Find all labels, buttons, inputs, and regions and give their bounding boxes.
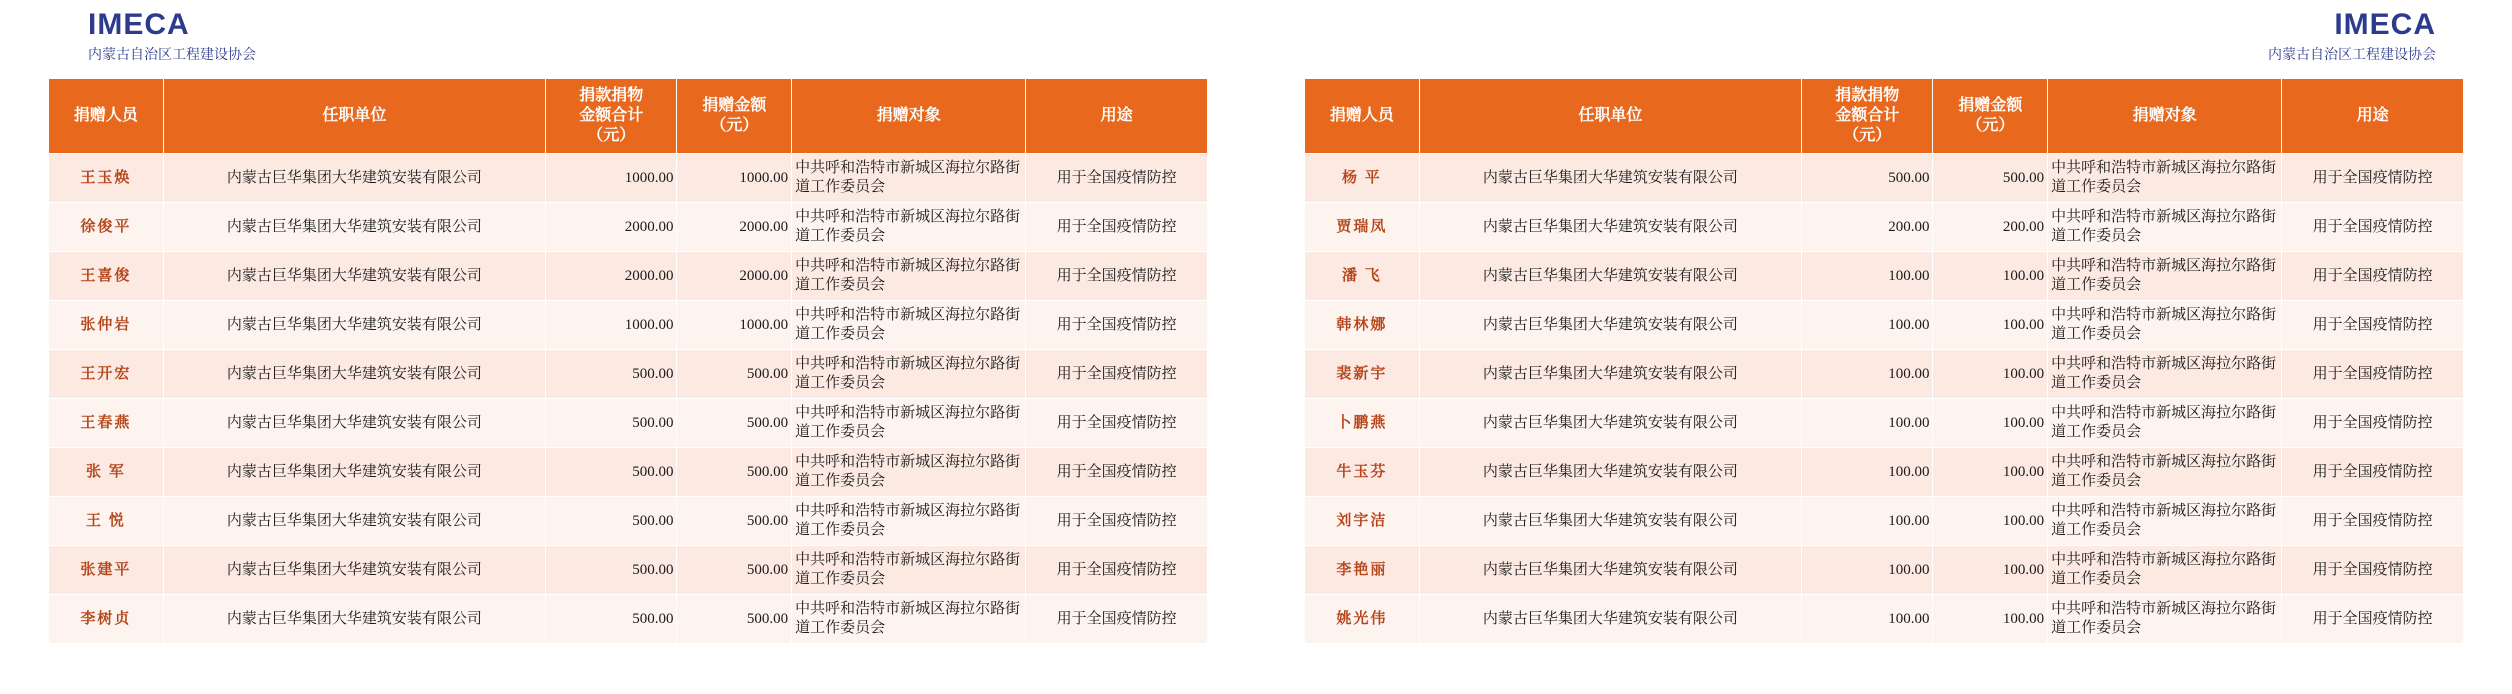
table-row: [1305, 350, 2464, 399]
cell-recipient: 中共呼和浩特市新城区海拉尔路街道工作委员会: [2048, 203, 2282, 252]
cell-donor: 姚光伟: [1305, 595, 1420, 644]
cell-amount: 100.00: [1933, 546, 2048, 595]
table-row: [1305, 497, 2464, 546]
cell-donor: 王喜俊: [49, 252, 164, 301]
column-header-amount: [677, 79, 792, 154]
cell-purpose: 用于全国疫情防控: [1026, 448, 1208, 497]
cell-total: 1000.00: [546, 301, 677, 350]
column-header-total-line3: （元）: [587, 127, 636, 144]
brand-block-right: [1304, 0, 2464, 64]
column-header-total: [1802, 79, 1933, 154]
cell-donor: 裴新宇: [1305, 350, 1420, 399]
column-header-amount-line2: （元）: [710, 117, 759, 134]
cell-amount: 100.00: [1933, 497, 2048, 546]
cell-donor: 徐俊平: [49, 203, 164, 252]
cell-purpose: 用于全国疫情防控: [1026, 301, 1208, 350]
cell-organization: 内蒙古巨华集团大华建筑安装有限公司: [163, 154, 545, 203]
cell-recipient: 中共呼和浩特市新城区海拉尔路街道工作委员会: [792, 399, 1026, 448]
cell-donor: 卜鹏燕: [1305, 399, 1420, 448]
cell-recipient: 中共呼和浩特市新城区海拉尔路街道工作委员会: [792, 203, 1026, 252]
cell-amount: 100.00: [1933, 350, 2048, 399]
cell-amount: 500.00: [677, 497, 792, 546]
cell-amount: 500.00: [677, 350, 792, 399]
cell-organization: 内蒙古巨华集团大华建筑安装有限公司: [163, 252, 545, 301]
cell-total: 2000.00: [546, 203, 677, 252]
cell-recipient: 中共呼和浩特市新城区海拉尔路街道工作委员会: [792, 448, 1026, 497]
cell-donor: 李艳丽: [1305, 546, 1420, 595]
table-row: [1305, 399, 2464, 448]
cell-donor: 刘宇洁: [1305, 497, 1420, 546]
cell-organization: 内蒙古巨华集团大华建筑安装有限公司: [163, 399, 545, 448]
cell-organization: 内蒙古巨华集团大华建筑安装有限公司: [1419, 203, 1801, 252]
cell-amount: 100.00: [1933, 595, 2048, 644]
cell-recipient: 中共呼和浩特市新城区海拉尔路街道工作委员会: [2048, 154, 2282, 203]
column-header-total-line1: 捐款捐物: [579, 87, 644, 104]
cell-organization: 内蒙古巨华集团大华建筑安装有限公司: [1419, 301, 1801, 350]
cell-donor: 杨 平: [1305, 154, 1420, 203]
cell-total: 100.00: [1802, 595, 1933, 644]
cell-total: 1000.00: [546, 154, 677, 203]
cell-total: 100.00: [1802, 399, 1933, 448]
column-header-donor: 捐赠人员: [1305, 79, 1420, 154]
cell-donor: 韩林娜: [1305, 301, 1420, 350]
cell-recipient: 中共呼和浩特市新城区海拉尔路街道工作委员会: [792, 546, 1026, 595]
donation-table-right: [1304, 78, 2464, 644]
cell-organization: 内蒙古巨华集团大华建筑安装有限公司: [1419, 595, 1801, 644]
cell-total: 2000.00: [546, 252, 677, 301]
cell-purpose: 用于全国疫情防控: [1026, 350, 1208, 399]
cell-donor: 张 军: [49, 448, 164, 497]
cell-total: 500.00: [546, 546, 677, 595]
cell-recipient: 中共呼和浩特市新城区海拉尔路街道工作委员会: [2048, 350, 2282, 399]
column-header-recipient: 捐赠对象: [792, 79, 1026, 154]
brand-subtitle: 内蒙古自治区工程建设协会: [2268, 46, 2436, 62]
cell-amount: 500.00: [677, 399, 792, 448]
cell-organization: 内蒙古巨华集团大华建筑安装有限公司: [1419, 399, 1801, 448]
cell-amount: 2000.00: [677, 252, 792, 301]
brand-subtitle: 内蒙古自治区工程建设协会: [88, 46, 256, 62]
cell-amount: 500.00: [677, 448, 792, 497]
cell-amount: 1000.00: [677, 154, 792, 203]
column-header-total-line3: （元）: [1843, 127, 1892, 144]
cell-purpose: 用于全国疫情防控: [1026, 203, 1208, 252]
table-row: [49, 399, 1208, 448]
table-body-left: [49, 154, 1208, 644]
cell-purpose: 用于全国疫情防控: [2282, 546, 2464, 595]
cell-total: 500.00: [546, 448, 677, 497]
cell-recipient: 中共呼和浩特市新城区海拉尔路街道工作委员会: [792, 154, 1026, 203]
cell-purpose: 用于全国疫情防控: [2282, 252, 2464, 301]
cell-organization: 内蒙古巨华集团大华建筑安装有限公司: [163, 497, 545, 546]
cell-total: 100.00: [1802, 497, 1933, 546]
cell-total: 500.00: [546, 497, 677, 546]
donation-table-left: [48, 78, 1208, 644]
cell-purpose: 用于全国疫情防控: [1026, 252, 1208, 301]
brand-name: IMECA: [88, 8, 190, 41]
table-row: [49, 203, 1208, 252]
cell-purpose: 用于全国疫情防控: [1026, 399, 1208, 448]
cell-amount: 100.00: [1933, 252, 2048, 301]
cell-recipient: 中共呼和浩特市新城区海拉尔路街道工作委员会: [2048, 252, 2282, 301]
cell-amount: 500.00: [677, 595, 792, 644]
table-row: [49, 497, 1208, 546]
cell-recipient: 中共呼和浩特市新城区海拉尔路街道工作委员会: [2048, 497, 2282, 546]
cell-organization: 内蒙古巨华集团大华建筑安装有限公司: [1419, 448, 1801, 497]
cell-amount: 100.00: [1933, 399, 2048, 448]
cell-recipient: 中共呼和浩特市新城区海拉尔路街道工作委员会: [2048, 546, 2282, 595]
column-header-donor: 捐赠人员: [49, 79, 164, 154]
table-row: [49, 252, 1208, 301]
table-row: [1305, 595, 2464, 644]
cell-recipient: 中共呼和浩特市新城区海拉尔路街道工作委员会: [2048, 301, 2282, 350]
cell-purpose: 用于全国疫情防控: [1026, 154, 1208, 203]
column-header-purpose: 用途: [2282, 79, 2464, 154]
cell-recipient: 中共呼和浩特市新城区海拉尔路街道工作委员会: [792, 497, 1026, 546]
right-panel: [1256, 0, 2512, 694]
table-row: [49, 301, 1208, 350]
column-header-recipient: 捐赠对象: [2048, 79, 2282, 154]
cell-amount: 500.00: [1933, 154, 2048, 203]
cell-total: 500.00: [546, 350, 677, 399]
cell-purpose: 用于全国疫情防控: [2282, 399, 2464, 448]
cell-total: 500.00: [546, 399, 677, 448]
table-header-row: [49, 79, 1208, 154]
table-header-row: [1305, 79, 2464, 154]
cell-amount: 500.00: [677, 546, 792, 595]
cell-recipient: 中共呼和浩特市新城区海拉尔路街道工作委员会: [792, 301, 1026, 350]
cell-recipient: 中共呼和浩特市新城区海拉尔路街道工作委员会: [792, 595, 1026, 644]
cell-donor: 张建平: [49, 546, 164, 595]
column-header-amount-line2: （元）: [1966, 117, 2015, 134]
cell-purpose: 用于全国疫情防控: [2282, 350, 2464, 399]
cell-organization: 内蒙古巨华集团大华建筑安装有限公司: [1419, 252, 1801, 301]
table-row: [49, 350, 1208, 399]
cell-donor: 王 悦: [49, 497, 164, 546]
cell-donor: 王开宏: [49, 350, 164, 399]
cell-donor: 贾瑞凤: [1305, 203, 1420, 252]
brand-block-left: [48, 0, 1208, 64]
cell-donor: 李树贞: [49, 595, 164, 644]
cell-organization: 内蒙古巨华集团大华建筑安装有限公司: [163, 350, 545, 399]
cell-recipient: 中共呼和浩特市新城区海拉尔路街道工作委员会: [792, 252, 1026, 301]
cell-total: 200.00: [1802, 203, 1933, 252]
table-row: [1305, 203, 2464, 252]
cell-amount: 1000.00: [677, 301, 792, 350]
column-header-total-line2: 金额合计: [1835, 107, 1900, 124]
table-row: [1305, 448, 2464, 497]
cell-donor: 张仲岩: [49, 301, 164, 350]
table-row: [1305, 252, 2464, 301]
column-header-organization: 任职单位: [1419, 79, 1801, 154]
cell-organization: 内蒙古巨华集团大华建筑安装有限公司: [163, 203, 545, 252]
cell-donor: 牛玉芬: [1305, 448, 1420, 497]
cell-donor: 潘 飞: [1305, 252, 1420, 301]
cell-total: 500.00: [1802, 154, 1933, 203]
table-row: [49, 448, 1208, 497]
cell-amount: 100.00: [1933, 301, 2048, 350]
cell-total: 100.00: [1802, 546, 1933, 595]
cell-purpose: 用于全国疫情防控: [2282, 154, 2464, 203]
table-row: [1305, 546, 2464, 595]
cell-total: 500.00: [546, 595, 677, 644]
cell-organization: 内蒙古巨华集团大华建筑安装有限公司: [1419, 546, 1801, 595]
column-header-amount-line1: 捐赠金额: [1958, 97, 2023, 114]
cell-amount: 2000.00: [677, 203, 792, 252]
cell-total: 100.00: [1802, 252, 1933, 301]
cell-recipient: 中共呼和浩特市新城区海拉尔路街道工作委员会: [2048, 399, 2282, 448]
table-body-right: [1305, 154, 2464, 644]
cell-organization: 内蒙古巨华集团大华建筑安装有限公司: [163, 546, 545, 595]
cell-amount: 200.00: [1933, 203, 2048, 252]
cell-total: 100.00: [1802, 301, 1933, 350]
table-row: [49, 154, 1208, 203]
column-header-total-line2: 金额合计: [579, 107, 644, 124]
cell-donor: 王春燕: [49, 399, 164, 448]
cell-purpose: 用于全国疫情防控: [1026, 497, 1208, 546]
table-row: [49, 595, 1208, 644]
column-header-organization: 任职单位: [163, 79, 545, 154]
cell-total: 100.00: [1802, 350, 1933, 399]
column-header-amount-line1: 捐赠金额: [702, 97, 767, 114]
column-header-amount: [1933, 79, 2048, 154]
cell-organization: 内蒙古巨华集团大华建筑安装有限公司: [163, 301, 545, 350]
cell-recipient: 中共呼和浩特市新城区海拉尔路街道工作委员会: [2048, 595, 2282, 644]
cell-organization: 内蒙古巨华集团大华建筑安装有限公司: [1419, 497, 1801, 546]
cell-recipient: 中共呼和浩特市新城区海拉尔路街道工作委员会: [792, 350, 1026, 399]
cell-amount: 100.00: [1933, 448, 2048, 497]
table-row: [1305, 301, 2464, 350]
cell-purpose: 用于全国疫情防控: [2282, 595, 2464, 644]
brand-name: IMECA: [2334, 8, 2436, 41]
cell-organization: 内蒙古巨华集团大华建筑安装有限公司: [163, 595, 545, 644]
cell-purpose: 用于全国疫情防控: [2282, 301, 2464, 350]
cell-total: 100.00: [1802, 448, 1933, 497]
column-header-total: [546, 79, 677, 154]
cell-purpose: 用于全国疫情防控: [2282, 448, 2464, 497]
cell-recipient: 中共呼和浩特市新城区海拉尔路街道工作委员会: [2048, 448, 2282, 497]
cell-organization: 内蒙古巨华集团大华建筑安装有限公司: [1419, 154, 1801, 203]
table-row: [1305, 154, 2464, 203]
column-header-purpose: 用途: [1026, 79, 1208, 154]
cell-organization: 内蒙古巨华集团大华建筑安装有限公司: [1419, 350, 1801, 399]
cell-donor: 王玉焕: [49, 154, 164, 203]
table-row: [49, 546, 1208, 595]
cell-purpose: 用于全国疫情防控: [1026, 595, 1208, 644]
cell-purpose: 用于全国疫情防控: [1026, 546, 1208, 595]
column-header-total-line1: 捐款捐物: [1835, 87, 1900, 104]
cell-organization: 内蒙古巨华集团大华建筑安装有限公司: [163, 448, 545, 497]
cell-purpose: 用于全国疫情防控: [2282, 203, 2464, 252]
cell-purpose: 用于全国疫情防控: [2282, 497, 2464, 546]
